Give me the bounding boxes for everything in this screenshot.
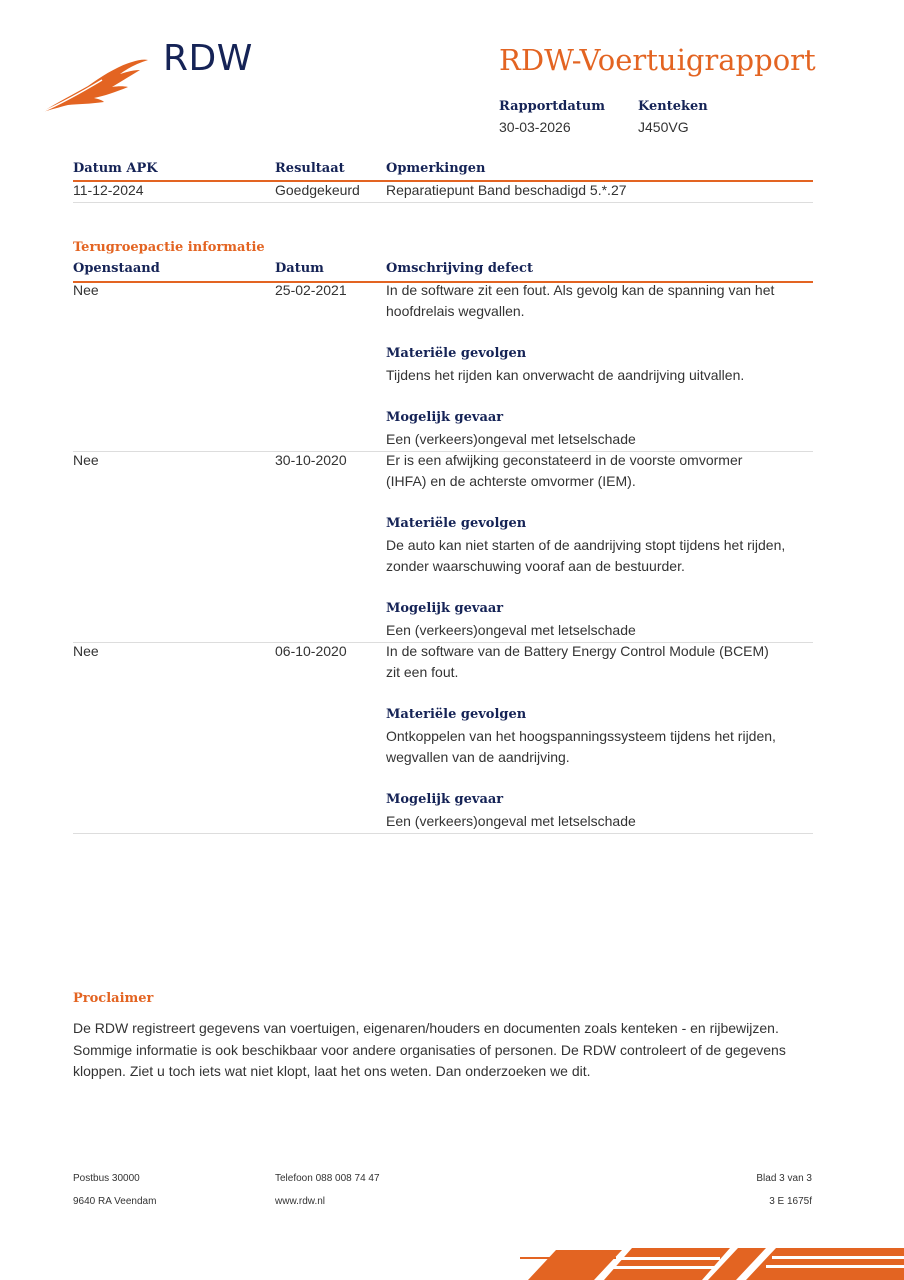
recall-defect: In de software zit een fout. Als gevolg kan de spanning van het hoofdrelais wegvallen. bbox=[386, 282, 775, 319]
recall-description bbox=[386, 280, 786, 450]
report-date-label: Rapportdatum bbox=[499, 99, 605, 114]
rdw-stripes-icon bbox=[520, 1244, 904, 1280]
plate-value: J450VG bbox=[638, 119, 689, 135]
recall-open: Nee bbox=[73, 452, 99, 468]
recall-defect: In de software van de Battery Energy Control Module (BCEM) zit een fout. bbox=[386, 643, 769, 680]
apk-row-divider bbox=[73, 202, 813, 203]
logo-text: RDW bbox=[163, 38, 253, 79]
footer-page-number: Blad 3 van 3 bbox=[756, 1173, 812, 1184]
recall-description bbox=[386, 450, 786, 641]
danger-label: Mogelijk gevaar bbox=[386, 601, 504, 616]
footer-code: 3 E 1675f bbox=[769, 1196, 812, 1207]
row-divider bbox=[73, 833, 813, 834]
footer-website[interactable]: www.rdw.nl bbox=[275, 1196, 326, 1207]
recall-date: 30-10-2020 bbox=[275, 452, 347, 468]
page-title: RDW-Voertuigrapport bbox=[499, 43, 816, 77]
recall-danger: Een (verkeers)ongeval met letselschade bbox=[386, 813, 636, 829]
apk-header-date: Datum APK bbox=[73, 161, 158, 176]
apk-header-remarks: Opmerkingen bbox=[386, 161, 486, 176]
consequence-label: Materiële gevolgen bbox=[386, 346, 527, 361]
recall-danger: Een (verkeers)ongeval met letselschade bbox=[386, 431, 636, 447]
recall-open: Nee bbox=[73, 643, 99, 659]
recall-consequence: Ontkoppelen van het hoogspanningssysteem tijdens het rijden, wegvallen van de aandrijving. bbox=[386, 728, 776, 765]
apk-date: 11-12-2024 bbox=[73, 182, 144, 198]
plate-label: Kenteken bbox=[638, 99, 708, 114]
report-date: 30-03-2026 bbox=[499, 119, 571, 135]
apk-header-result: Resultaat bbox=[275, 161, 345, 176]
footer-address-1: Postbus 30000 bbox=[73, 1173, 140, 1184]
rdw-logo-icon bbox=[40, 56, 152, 114]
recall-open: Nee bbox=[73, 282, 99, 298]
consequence-label: Materiële gevolgen bbox=[386, 516, 527, 531]
recall-header-defect: Omschrijving defect bbox=[386, 261, 533, 276]
recall-description bbox=[386, 641, 786, 832]
recall-section-title: Terugroepactie informatie bbox=[73, 240, 265, 255]
consequence-label: Materiële gevolgen bbox=[386, 707, 527, 722]
footer-address-2: 9640 RA Veendam bbox=[73, 1196, 157, 1207]
recall-header-open: Openstaand bbox=[73, 261, 160, 276]
danger-label: Mogelijk gevaar bbox=[386, 410, 504, 425]
proclaimer-text: De RDW registreert gegevens van voertuigen, eigenaren/houders en documenten zoals kenteken - en rijbewijzen. Sommige informatie is ook beschikbaar voor andere organisaties of personen. De RDW controleert of de gegevens kloppen. Ziet u toch iets wat niet klopt, laat het ons weten. Dan onderzoeken we dit. bbox=[73, 1020, 786, 1079]
danger-label: Mogelijk gevaar bbox=[386, 792, 504, 807]
recall-consequence: De auto kan niet starten of de aandrijving stopt tijdens het rijden, zonder waarschuwing vooraf aan de bestuurder. bbox=[386, 537, 786, 574]
apk-result: Goedgekeurd bbox=[275, 182, 360, 198]
proclaimer-title: Proclaimer bbox=[73, 991, 154, 1006]
recall-date: 25-02-2021 bbox=[275, 282, 347, 298]
recall-header-date: Datum bbox=[275, 261, 324, 276]
recall-danger: Een (verkeers)ongeval met letselschade bbox=[386, 622, 636, 638]
recall-defect: Er is een afwijking geconstateerd in de voorste omvormer (IHFA) en de achterste omvormer (IEM). bbox=[386, 452, 743, 489]
footer-phone: Telefoon 088 008 74 47 bbox=[275, 1173, 380, 1184]
apk-remarks: Reparatiepunt Band beschadigd 5.*.27 bbox=[386, 182, 627, 198]
recall-date: 06-10-2020 bbox=[275, 643, 347, 659]
recall-consequence: Tijdens het rijden kan onverwacht de aandrijving uitvallen. bbox=[386, 367, 745, 383]
